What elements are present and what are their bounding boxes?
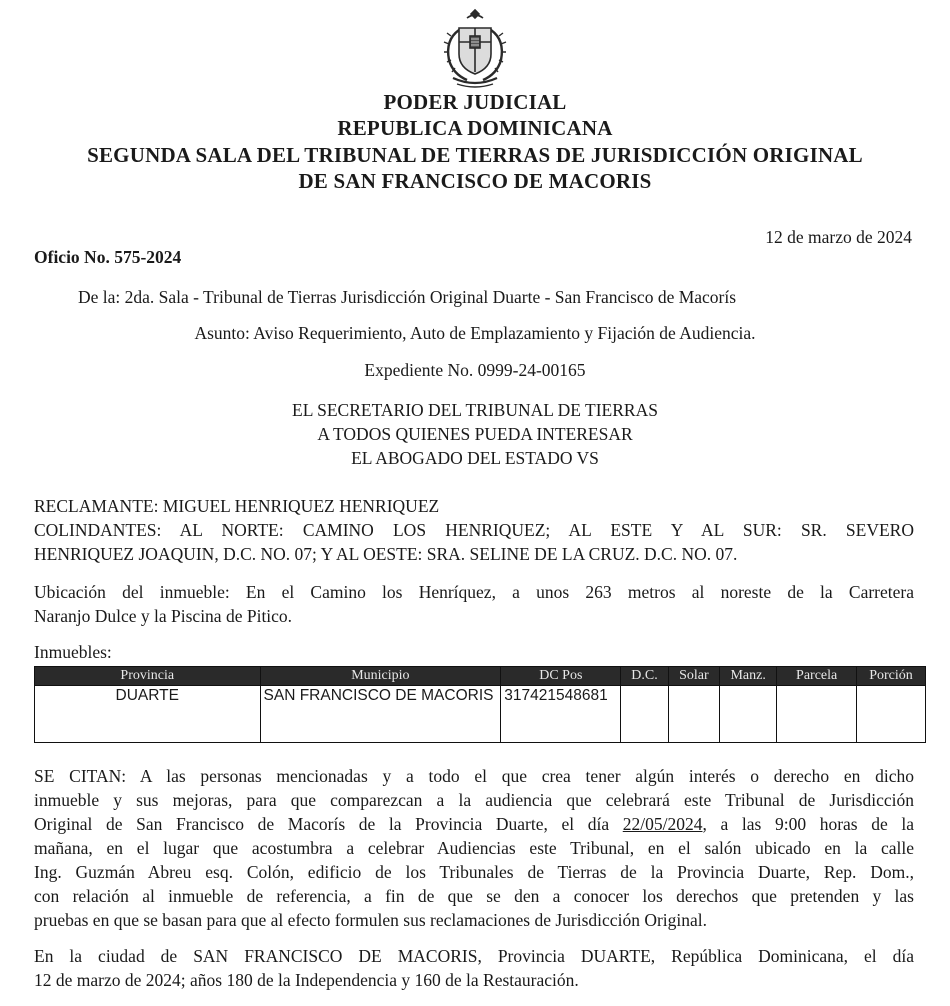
header-line-1: PODER JUDICIAL [383,90,567,114]
asunto-line: Asunto: Aviso Requerimiento, Auto de Emplazamiento y Fijación de Audiencia. [194,323,756,343]
cell-porcion [856,686,925,743]
closing-paragraph [34,944,914,992]
de-la-line: De la: 2da. Sala - Tribunal de Tierras Jurisdicción Original Duarte - San Francisco de Macorís [78,287,737,307]
reclamante-line: RECLAMANTE: MIGUEL HENRIQUEZ HENRIQUEZ [34,496,440,516]
citan-line-6: con relación al inmueble de referencia, a fin de que se den a conocer los derechos que pretenden y las [34,886,914,906]
hearing-date: 22/05/2024 [622,814,703,834]
oficio-number: Oficio No. 575-2024 [34,247,182,267]
header-line-2: REPUBLICA DOMINICANA [337,116,613,140]
cell-dc [621,686,668,743]
addressee-line-2: A TODOS QUIENES PUEDA INTERESAR [317,424,633,444]
header-line-3: SEGUNDA SALA DEL TRIBUNAL DE TIERRAS DE JURISDICCIÓN ORIGINAL [87,143,863,167]
cell-provincia: DUARTE [35,686,261,743]
colindantes-line-1: COLINDANTES: AL NORTE: CAMINO LOS HENRIQUEZ; AL ESTE Y AL SUR: SR. SEVERO [34,520,914,540]
cell-municipio: SAN FRANCISCO DE MACORIS [260,686,501,743]
document-date: 12 de marzo de 2024 [765,227,912,247]
cell-solar [668,686,719,743]
th-parcela: Parcela [777,667,857,686]
table-row [35,686,926,743]
citan-line-3-b: , a las 9:00 horas de la [702,814,915,834]
cell-manz [720,686,777,743]
citan-line-3-a: Original de San Francisco de Macorís de la Provincia Duarte, el día [34,814,623,834]
cell-dc-pos: 317421548681 [501,686,621,743]
th-municipio: Municipio [260,667,501,686]
addressee-line-3: EL ABOGADO DEL ESTADO VS [351,448,599,468]
ubicacion-line-2: Naranjo Dulce y la Piscina de Pitico. [34,606,293,626]
closing-line-2: 12 de marzo de 2024; años 180 de la Independencia y 160 de la Restauración. [34,970,579,990]
coat-of-arms-icon [437,6,513,88]
th-solar: Solar [668,667,719,686]
th-dc-pos: DC Pos [501,667,621,686]
citan-line-4: mañana, en el lugar que acostumbra a celebrar Audiencias este Tribunal, en el salón ubicado en la calle [34,838,914,858]
colindantes-line-2: HENRIQUEZ JOAQUIN, D.C. NO. 07; Y AL OESTE: SRA. SELINE DE LA CRUZ. D.C. NO. 07. [34,544,738,564]
ubicacion-line-1: Ubicación del inmueble: En el Camino los Henríquez, a unos 263 metros al noreste de la Carretera [34,582,914,602]
citan-line-7: pruebas en que se basan para que al efecto formulen sus reclamaciones de Jurisdicción Original. [34,910,708,930]
th-porcion: Porción [856,667,925,686]
inmuebles-table [34,666,926,743]
th-dc: D.C. [621,667,668,686]
header-line-4: DE SAN FRANCISCO DE MACORIS [298,169,652,193]
citation-paragraph [34,764,914,932]
citan-line-5: Ing. Guzmán Abreu esq. Colón, edificio de los Tribunales de Tierras de la Provincia Duarte, Rep. Dom., [34,862,914,882]
citan-line-1: SE CITAN: A las personas mencionadas y a todo el que crea tener algún interés o derecho en dicho [34,766,914,786]
citan-line-3 [34,812,914,836]
citan-line-2: inmueble y sus mejoras, para que comparezcan a la audiencia que celebrará este Tribunal de Jurisdicción [34,790,914,810]
table-header-row [35,667,926,686]
th-manz: Manz. [720,667,777,686]
cell-parcela [777,686,857,743]
expediente-line: Expediente No. 0999-24-00165 [364,360,586,380]
parties-block [34,494,914,566]
inmuebles-label: Inmuebles: [34,642,112,662]
closing-line-1: En la ciudad de SAN FRANCISCO DE MACORIS, Provincia DUARTE, República Dominicana, el día [34,946,914,966]
th-provincia: Provincia [35,667,261,686]
addressee-line-1: EL SECRETARIO DEL TRIBUNAL DE TIERRAS [292,400,658,420]
ubicacion-block [34,580,914,628]
